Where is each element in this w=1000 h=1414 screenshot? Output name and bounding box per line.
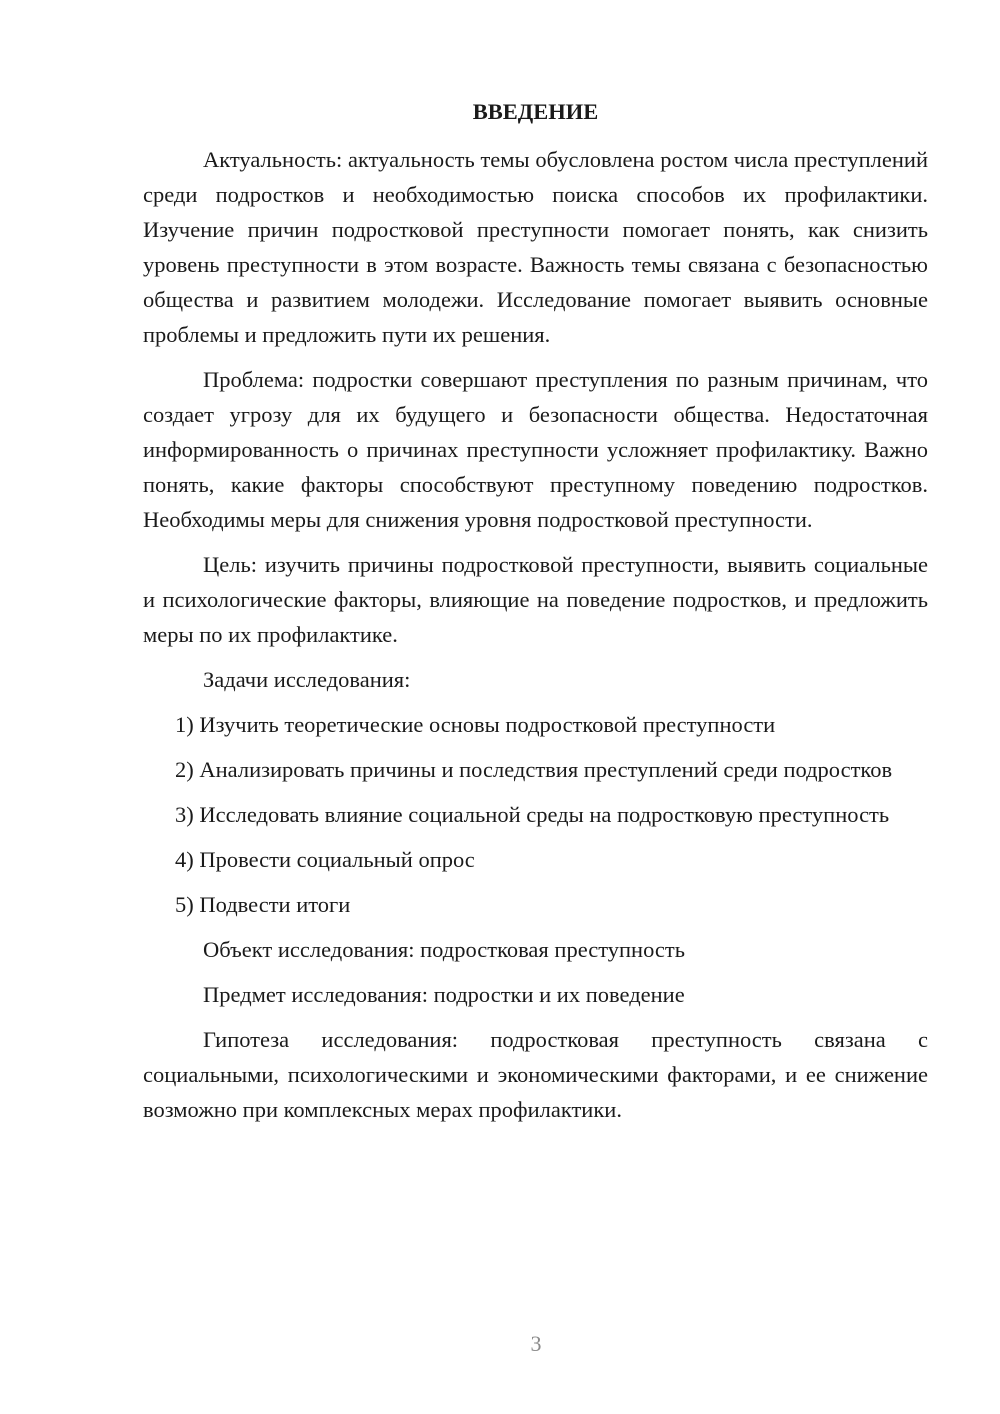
task-item: 5) Подвести итоги bbox=[175, 892, 351, 917]
relevance-paragraph: Актуальность: актуальность темы обусловлена ростом числа преступлений среди подростков и необходимостью поиска способов их профилактики. Изучение причин подростковой преступности помогает понять, как снизить уровень преступности в этом возрасте. Важность темы связана с безопасностью общества и развитием молодежи. Исследование помогает выявить основные проблемы и предложить пути их решения. bbox=[143, 147, 928, 347]
task-item: 2) Анализировать причины и последствия преступлений среди подростков bbox=[175, 757, 893, 782]
hypothesis-paragraph: Гипотеза исследования: подростковая преступность связана с социальными, психологическими и экономическими факторами, и ее снижение возможно при комплексных мерах профилактики. bbox=[143, 1027, 928, 1122]
page-number: 3 bbox=[530, 1331, 542, 1356]
task-item: 1) Изучить теоретические основы подростковой преступности bbox=[175, 712, 776, 737]
problem-paragraph: Проблема: подростки совершают преступления по разным причинам, что создает угрозу для их будущего и безопасности общества. Недостаточная информированность о причинах преступности усложняет профилактику. Важно понять, какие факторы способствуют преступному поведению подростков. Необходимы меры для снижения уровня подростковой преступности. bbox=[143, 367, 928, 532]
task-item: 3) Исследовать влияние социальной среды на подростковую преступность bbox=[175, 802, 890, 827]
object-paragraph: Объект исследования: подростковая преступность bbox=[203, 937, 685, 962]
subject-paragraph: Предмет исследования: подростки и их поведение bbox=[203, 982, 685, 1007]
task-item: 4) Провести социальный опрос bbox=[175, 847, 475, 872]
page-content bbox=[143, 94, 928, 1137]
goal-paragraph: Цель: изучить причины подростковой преступности, выявить социальные и психологические факторы, влияющие на поведение подростков, и предложить меры по их профилактике. bbox=[143, 552, 928, 647]
tasks-heading: Задачи исследования: bbox=[203, 667, 411, 692]
section-title: ВВЕДЕНИЕ bbox=[472, 99, 599, 124]
